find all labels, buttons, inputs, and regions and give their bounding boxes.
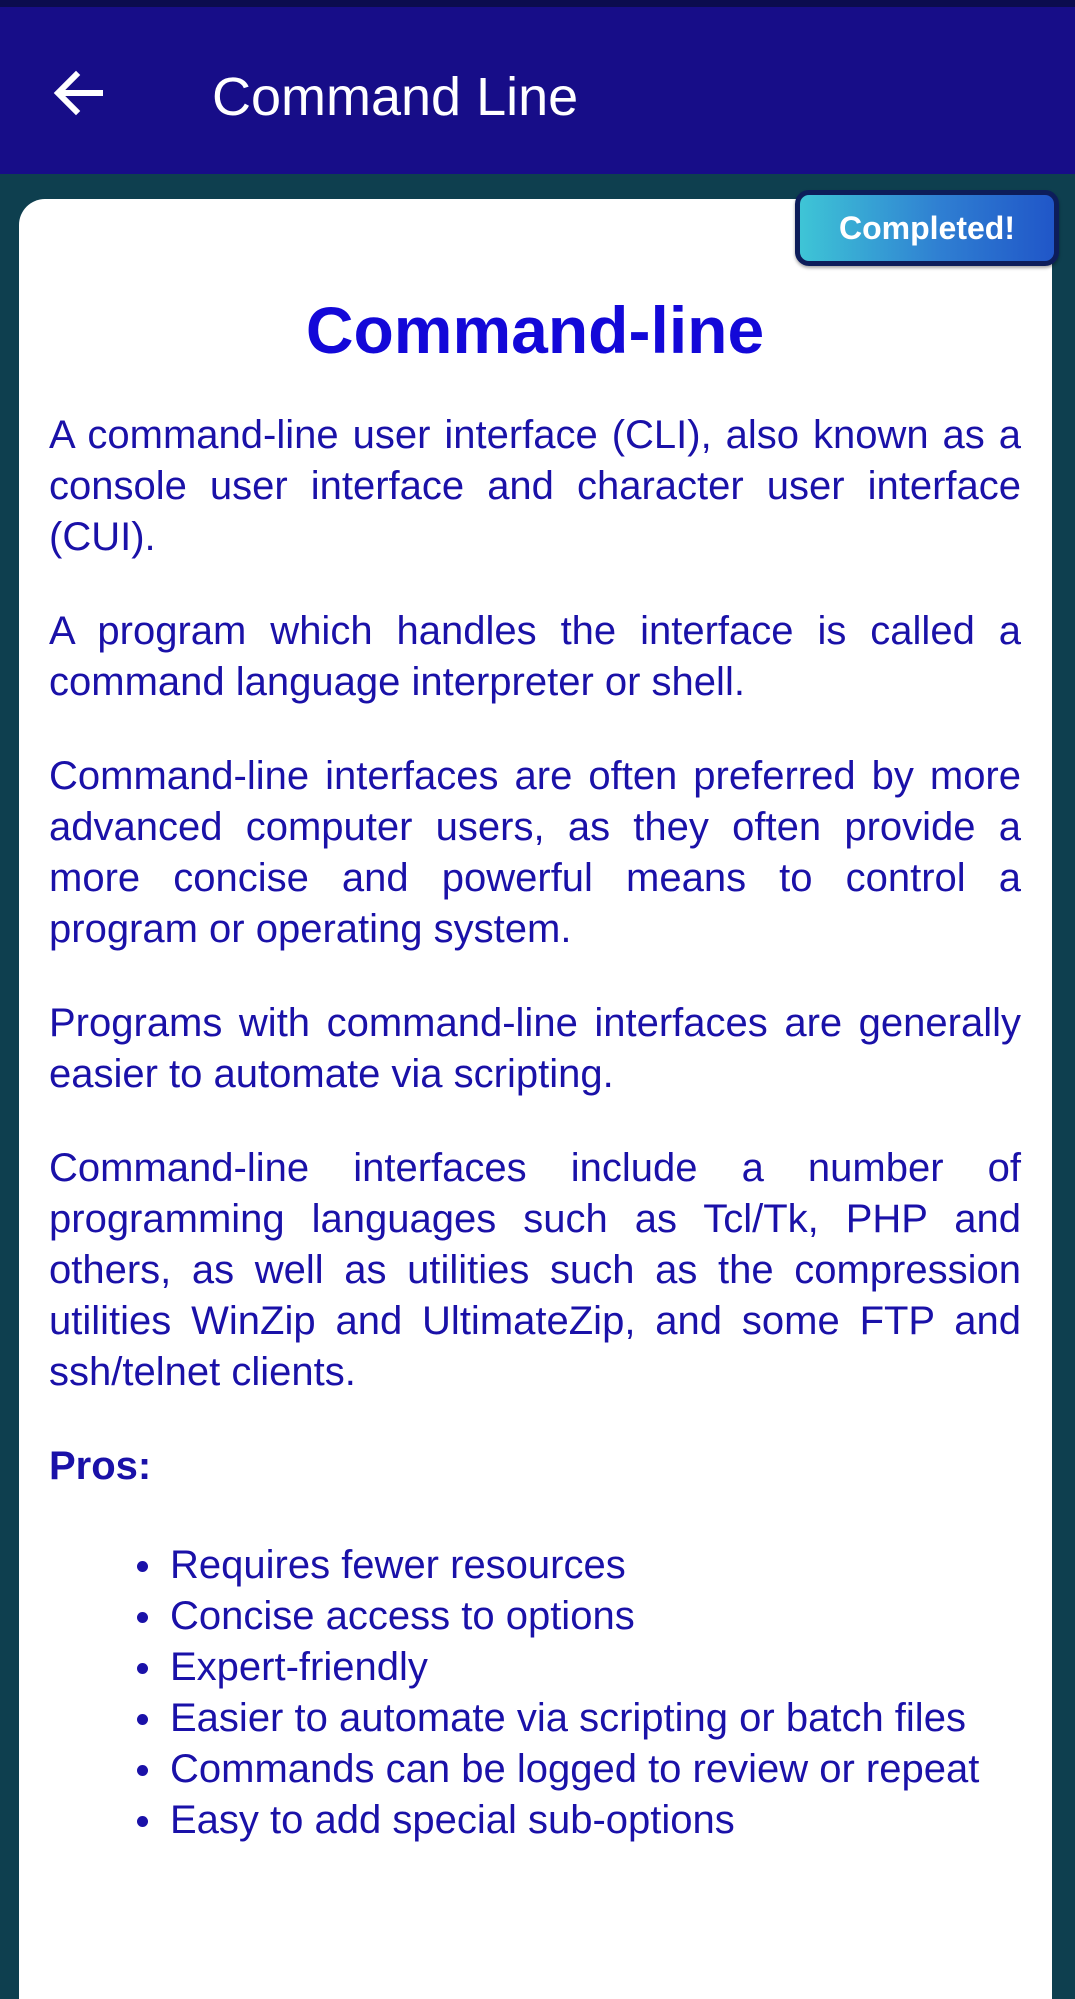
bullet-icon (137, 1765, 148, 1776)
list-item-text: Requires fewer resources (170, 1543, 626, 1587)
page-title: Command Line (212, 67, 579, 127)
status-bar (0, 0, 1075, 7)
article-paragraph: Programs with command-line interfaces are generally easier to automate via scripting. (49, 1001, 1021, 1096)
arrow-left-icon (50, 65, 106, 126)
article-paragraph: A command-line user interface (CLI), also known as a console user interface and character user interface (CUI). (49, 413, 1021, 559)
article-paragraph: A program which handles the interface is called a command language interpreter or shell. (49, 609, 1021, 704)
pros-heading: Pros: (49, 1444, 152, 1488)
article-paragraph: Command-line interfaces are often preferred by more advanced computer users, as they often provide a more concise and powerful means to control a program or operating system. (49, 754, 1021, 951)
list-item (49, 1642, 1021, 1693)
list-item (49, 1693, 1021, 1744)
pros-list (49, 1540, 1021, 1846)
article-body (49, 280, 1021, 1846)
app-bar (0, 7, 1075, 174)
list-item (49, 1540, 1021, 1591)
article-heading: Command-line (305, 293, 765, 367)
back-button[interactable] (38, 55, 118, 135)
list-item (49, 1795, 1021, 1846)
list-item-text: Commands can be logged to review or repeat (170, 1747, 980, 1791)
list-item-text: Easier to automate via scripting or batch files (170, 1696, 966, 1740)
article-paragraph: Command-line interfaces include a number of programming languages such as Tcl/Tk, PHP and others, as well as utilities such as the compression utilities WinZip and UltimateZip, and some FTP and ssh/telnet clients. (49, 1146, 1021, 1394)
bullet-icon (137, 1816, 148, 1827)
list-item-text: Easy to add special sub-options (170, 1798, 735, 1842)
list-item-text: Concise access to options (170, 1594, 635, 1638)
list-item (49, 1591, 1021, 1642)
bullet-icon (137, 1663, 148, 1674)
bullet-icon (137, 1561, 148, 1572)
list-item (49, 1744, 1021, 1795)
bullet-icon (137, 1714, 148, 1725)
list-item-text: Expert-friendly (170, 1645, 428, 1689)
bullet-icon (137, 1612, 148, 1623)
completed-badge: Completed! (795, 190, 1059, 266)
